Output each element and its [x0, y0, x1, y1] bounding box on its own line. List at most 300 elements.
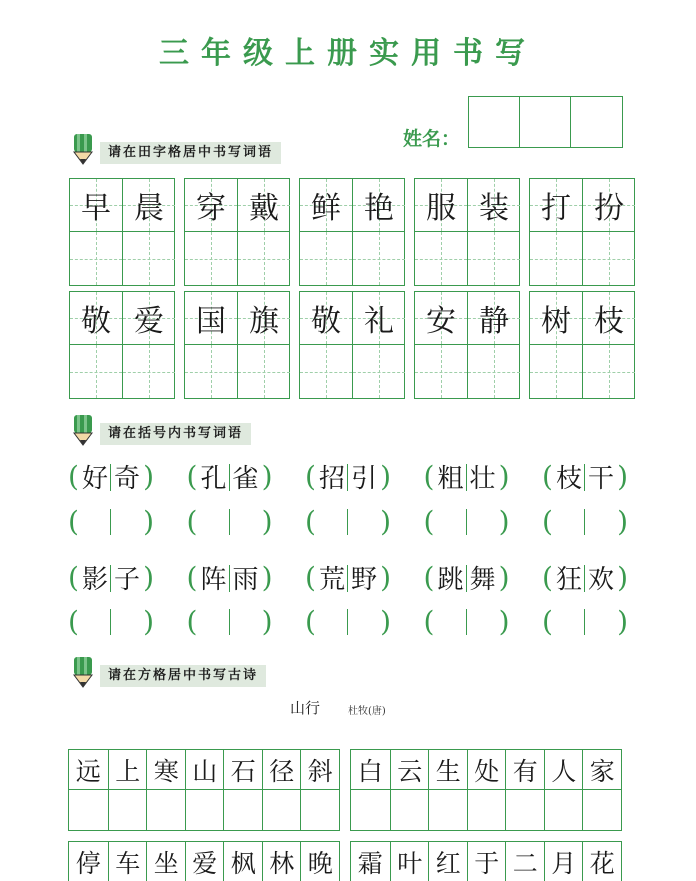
- open-paren: (: [68, 505, 79, 538]
- bracket-word: [305, 458, 391, 495]
- name-boxes[interactable]: [468, 96, 623, 148]
- bracket-word: [68, 559, 154, 596]
- tianzi-char: 晨: [134, 191, 164, 226]
- tianzi-practice-cell[interactable]: [530, 232, 582, 285]
- close-paren: ): [143, 605, 154, 638]
- blank-slot[interactable]: [585, 507, 617, 537]
- tianzi-char: 鲜: [311, 191, 341, 226]
- tianzi-char: 服: [426, 191, 456, 226]
- tianzi-cell: [468, 179, 520, 232]
- name-label: 姓名：: [403, 128, 461, 150]
- open-paren: (: [423, 560, 435, 594]
- tianzi-column: [237, 292, 289, 398]
- bracket-blank-area[interactable]: [553, 607, 617, 637]
- tianzi-practice-cell[interactable]: [415, 232, 467, 285]
- tianzi-practice-cell[interactable]: [123, 232, 175, 285]
- tianzi-word: [184, 291, 290, 399]
- close-paren: ): [261, 605, 273, 638]
- poem-column: [262, 842, 301, 881]
- poem-practice-cell[interactable]: [545, 790, 584, 830]
- bracket-chars: [553, 559, 617, 596]
- blank-slot[interactable]: [348, 507, 380, 537]
- bracket-char: 引: [351, 464, 378, 494]
- bracket-chars: [553, 458, 617, 495]
- poem-char: 二: [512, 849, 538, 878]
- bracket-word: [542, 458, 628, 495]
- tianzi-column: [122, 292, 174, 398]
- tianzi-word: [529, 178, 635, 286]
- bracket-blank[interactable]: [305, 607, 391, 637]
- tianzi-cell: [530, 179, 582, 232]
- open-paren: (: [68, 605, 79, 638]
- pencil-icon: [70, 413, 96, 447]
- section-title: 请在括号内书写词语: [100, 423, 251, 445]
- blank-slot[interactable]: [553, 507, 585, 537]
- tianzi-char: 打: [541, 191, 571, 226]
- tianzi-cell: [70, 292, 122, 345]
- bracket-word-row: [68, 559, 628, 596]
- bracket-char: 枝: [553, 458, 585, 495]
- poem-practice-cell[interactable]: [583, 790, 622, 830]
- name-box[interactable]: [571, 97, 622, 147]
- tianzi-char: 枝: [594, 304, 624, 339]
- close-paren: ): [261, 560, 273, 594]
- bracket-char: 舞: [469, 565, 496, 595]
- bracket-char: 奇: [114, 464, 141, 494]
- open-paren: (: [542, 505, 553, 538]
- section-title: 请在田字格居中书写词语: [100, 142, 281, 164]
- tianzi-column: [122, 179, 174, 285]
- tianzi-practice-cell[interactable]: [530, 345, 582, 398]
- pencil-icon: [70, 132, 96, 166]
- close-paren: ): [498, 505, 510, 538]
- open-paren: (: [423, 459, 435, 493]
- poem-char: 林: [269, 849, 295, 878]
- open-paren: (: [305, 605, 316, 638]
- tianzi-cell: [123, 179, 175, 232]
- blank-slot[interactable]: [434, 507, 466, 537]
- name-box[interactable]: [520, 97, 571, 147]
- bracket-chars: [197, 559, 261, 596]
- bracket-blank-area[interactable]: [197, 607, 261, 637]
- bracket-blank-area[interactable]: [79, 607, 143, 637]
- blank-slot[interactable]: [467, 507, 499, 537]
- poem-author: 杜牧(唐): [348, 706, 386, 717]
- tianzi-cell: [530, 292, 582, 345]
- poem-char: 远: [69, 750, 108, 790]
- open-paren: (: [186, 459, 198, 493]
- open-paren: (: [68, 459, 79, 493]
- tianzi-column: [185, 292, 237, 398]
- tianzi-row: [69, 291, 635, 399]
- tianzi-practice-cell[interactable]: [353, 232, 405, 285]
- poem-column: [467, 842, 506, 881]
- bracket-char: 好: [79, 458, 111, 495]
- blank-slot[interactable]: [79, 507, 111, 537]
- tianzi-char: 安: [426, 304, 456, 339]
- tianzi-column: [237, 179, 289, 285]
- poem-char: 红: [435, 849, 461, 878]
- poem-char: 车: [115, 849, 141, 878]
- tianzi-practice-cell[interactable]: [468, 345, 520, 398]
- bracket-chars: [79, 559, 143, 596]
- poem-char: 径: [263, 750, 302, 790]
- tianzi-word: [299, 291, 405, 399]
- poem-column: [505, 750, 544, 830]
- bracket-char: 招: [316, 458, 348, 495]
- tianzi-word: [529, 291, 635, 399]
- poem-title: 山行: [290, 699, 321, 717]
- poem-char: 白: [351, 750, 390, 790]
- bracket-word: [424, 559, 510, 596]
- tianzi-column: [300, 179, 352, 285]
- poem-column: [505, 842, 544, 881]
- bracket-char: 影: [79, 559, 111, 596]
- tianzi-char: 扮: [594, 191, 624, 226]
- blank-slot[interactable]: [316, 607, 348, 637]
- poem-column: [582, 842, 621, 881]
- bracket-blank-row: [68, 507, 628, 537]
- tianzi-practice-cell[interactable]: [185, 232, 237, 285]
- poem-practice-cell[interactable]: [109, 790, 148, 830]
- poem-column: [428, 750, 467, 830]
- poem-char: 于: [474, 849, 500, 878]
- close-paren: ): [143, 505, 154, 538]
- blank-slot[interactable]: [348, 607, 380, 637]
- bracket-char: 狂: [553, 559, 585, 596]
- tianzi-practice-cell[interactable]: [583, 232, 635, 285]
- bracket-blank[interactable]: [542, 507, 628, 537]
- close-paren: ): [617, 560, 628, 594]
- poem-char: 爱: [192, 849, 218, 878]
- close-paren: ): [617, 459, 628, 493]
- page-title: 三年级上册实用书写: [159, 36, 537, 71]
- open-paren: (: [542, 459, 553, 493]
- open-paren: (: [68, 560, 79, 594]
- bracket-chars: [79, 458, 143, 495]
- poem-char: 上: [109, 750, 148, 790]
- poem-column: [69, 842, 108, 881]
- open-paren: (: [305, 505, 316, 538]
- tianzi-cell: [238, 292, 290, 345]
- bracket-char: 孔: [197, 458, 229, 495]
- bracket-blank-area[interactable]: [79, 507, 143, 537]
- poem-column: [351, 750, 390, 830]
- tianzi-cell: [353, 179, 405, 232]
- poem-column: [544, 842, 583, 881]
- bracket-blank[interactable]: [424, 507, 510, 537]
- tianzi-practice-cell[interactable]: [353, 345, 405, 398]
- poem-practice-cell[interactable]: [351, 790, 390, 830]
- bracket-char: 野: [351, 565, 378, 595]
- bracket-blank[interactable]: [305, 507, 391, 537]
- tianzi-char: 爱: [134, 304, 164, 339]
- poem-column: [544, 750, 583, 830]
- close-paren: ): [617, 605, 628, 638]
- bracket-chars: [434, 458, 498, 495]
- poem-char: 石: [224, 750, 263, 790]
- poem-char: 花: [589, 849, 615, 878]
- bracket-word: [305, 559, 391, 596]
- open-paren: (: [423, 605, 435, 638]
- poem-column: [185, 842, 224, 881]
- tianzi-practice-cell[interactable]: [70, 232, 122, 285]
- bracket-char: 荒: [316, 559, 348, 596]
- bracket-blank-row: [68, 607, 628, 637]
- poem-practice-cell[interactable]: [391, 790, 430, 830]
- tianzi-column: [530, 292, 582, 398]
- poem-char: 坐: [153, 849, 179, 878]
- bracket-word: [424, 458, 510, 495]
- poem-practice-cell[interactable]: [69, 790, 108, 830]
- tianzi-column: [352, 292, 404, 398]
- blank-slot[interactable]: [111, 507, 143, 537]
- bracket-chars: [316, 458, 380, 495]
- bracket-chars: [197, 458, 261, 495]
- tianzi-cell: [468, 292, 520, 345]
- tianzi-column: [582, 292, 634, 398]
- poem-practice-cell[interactable]: [263, 790, 302, 830]
- poem-char: 月: [551, 849, 577, 878]
- tianzi-cell: [415, 179, 467, 232]
- bracket-word: [187, 559, 273, 596]
- poem-char: 山: [186, 750, 225, 790]
- poem-char: 云: [391, 750, 430, 790]
- poem-column: [428, 842, 467, 881]
- tianzi-column: [467, 292, 519, 398]
- poem-line-block: [350, 841, 622, 881]
- bracket-char: 粗: [434, 458, 466, 495]
- tianzi-column: [415, 179, 467, 285]
- poem-line-block: [68, 749, 340, 831]
- open-paren: (: [305, 560, 316, 594]
- bracket-blank[interactable]: [68, 507, 154, 537]
- close-paren: ): [143, 560, 154, 594]
- bracket-word-row: [68, 458, 628, 495]
- tianzi-word: [69, 291, 175, 399]
- tianzi-char: 国: [196, 304, 226, 339]
- tianzi-cell: [353, 292, 405, 345]
- poem-column: [582, 750, 621, 830]
- blank-slot[interactable]: [230, 507, 262, 537]
- poem-char: 人: [545, 750, 584, 790]
- poem-char: 停: [75, 849, 101, 878]
- poem-practice-cell[interactable]: [224, 790, 263, 830]
- poem-column: [300, 750, 339, 830]
- tianzi-practice-cell[interactable]: [238, 232, 290, 285]
- close-paren: ): [261, 459, 273, 493]
- tianzi-word: [184, 178, 290, 286]
- close-paren: ): [261, 505, 273, 538]
- close-paren: ): [498, 560, 510, 594]
- bracket-char: 阵: [197, 559, 229, 596]
- tianzi-practice-cell[interactable]: [415, 345, 467, 398]
- bracket-blank[interactable]: [187, 507, 273, 537]
- poem-column: [300, 842, 339, 881]
- tianzi-cell: [300, 292, 352, 345]
- tianzi-practice-cell[interactable]: [185, 345, 237, 398]
- tianzi-char: 静: [479, 304, 509, 339]
- bracket-blank[interactable]: [187, 607, 273, 637]
- blank-slot[interactable]: [111, 607, 143, 637]
- poem-char: 有: [506, 750, 545, 790]
- tianzi-column: [70, 292, 122, 398]
- tianzi-char: 旗: [249, 304, 279, 339]
- close-paren: ): [617, 505, 628, 538]
- tianzi-cell: [583, 292, 635, 345]
- poem-char: 霜: [357, 849, 383, 878]
- tianzi-char: 早: [81, 191, 111, 226]
- close-paren: ): [380, 505, 391, 538]
- tianzi-column: [467, 179, 519, 285]
- bracket-chars: [434, 559, 498, 596]
- tianzi-column: [415, 292, 467, 398]
- bracket-blank-area[interactable]: [553, 507, 617, 537]
- poem-column: [108, 842, 147, 881]
- poem-char: 寒: [147, 750, 186, 790]
- tianzi-column: [582, 179, 634, 285]
- bracket-blank[interactable]: [542, 607, 628, 637]
- tianzi-practice-cell[interactable]: [583, 345, 635, 398]
- bracket-char: 壮: [469, 464, 496, 494]
- poem-char: 家: [583, 750, 622, 790]
- open-paren: (: [186, 505, 198, 538]
- tianzi-word: [414, 178, 520, 286]
- bracket-word: [68, 458, 154, 495]
- bracket-blank[interactable]: [68, 607, 154, 637]
- close-paren: ): [498, 605, 510, 638]
- blank-slot[interactable]: [316, 507, 348, 537]
- tianzi-char: 穿: [196, 191, 226, 226]
- poem-practice-cell[interactable]: [429, 790, 468, 830]
- open-paren: (: [186, 560, 198, 594]
- tianzi-cell: [583, 179, 635, 232]
- poem-practice-cell[interactable]: [468, 790, 507, 830]
- poem-column: [390, 842, 429, 881]
- open-paren: (: [423, 505, 435, 538]
- bracket-blank-area[interactable]: [434, 607, 498, 637]
- tianzi-cell: [185, 179, 237, 232]
- bracket-blank[interactable]: [424, 607, 510, 637]
- poem-column: [467, 750, 506, 830]
- tianzi-word: [299, 178, 405, 286]
- poem-column: [185, 750, 224, 830]
- bracket-chars: [316, 559, 380, 596]
- blank-slot[interactable]: [553, 607, 585, 637]
- blank-slot[interactable]: [197, 607, 229, 637]
- open-paren: (: [305, 459, 316, 493]
- bracket-char: 子: [114, 565, 141, 595]
- poem-practice-cell[interactable]: [301, 790, 340, 830]
- close-paren: ): [380, 459, 391, 493]
- poem-practice-cell[interactable]: [147, 790, 186, 830]
- poem-line-block: [350, 749, 622, 831]
- bracket-blank-area[interactable]: [316, 507, 380, 537]
- poem-char: 生: [429, 750, 468, 790]
- tianzi-practice-cell[interactable]: [70, 345, 122, 398]
- close-paren: ): [143, 459, 154, 493]
- tianzi-column: [352, 179, 404, 285]
- name-box[interactable]: [469, 97, 520, 147]
- tianzi-column: [530, 179, 582, 285]
- poem-char: 晚: [307, 849, 333, 878]
- bracket-char: 欢: [588, 565, 615, 595]
- tianzi-practice-cell[interactable]: [123, 345, 175, 398]
- poem-column: [351, 842, 390, 881]
- blank-slot[interactable]: [197, 507, 229, 537]
- blank-slot[interactable]: [434, 607, 466, 637]
- tianzi-column: [300, 292, 352, 398]
- open-paren: (: [186, 605, 198, 638]
- blank-slot[interactable]: [230, 607, 262, 637]
- bracket-blank-area[interactable]: [434, 507, 498, 537]
- poem-char: 斜: [301, 750, 340, 790]
- poem-practice-cell[interactable]: [506, 790, 545, 830]
- tianzi-practice-cell[interactable]: [468, 232, 520, 285]
- close-paren: ): [380, 605, 391, 638]
- tianzi-char: 艳: [364, 191, 394, 226]
- poem-column: [262, 750, 301, 830]
- tianzi-practice-cell[interactable]: [300, 232, 352, 285]
- poem-practice-cell[interactable]: [186, 790, 225, 830]
- section-title: 请在方格居中书写古诗: [100, 665, 266, 687]
- pencil-icon: [70, 655, 96, 689]
- blank-slot[interactable]: [467, 607, 499, 637]
- tianzi-char: 装: [479, 191, 509, 226]
- tianzi-column: [70, 179, 122, 285]
- bracket-blank-area[interactable]: [197, 507, 261, 537]
- poem-column: [146, 750, 185, 830]
- close-paren: ): [380, 560, 391, 594]
- blank-slot[interactable]: [585, 607, 617, 637]
- poem-line-block: [68, 841, 340, 881]
- tianzi-char: 敬: [81, 304, 111, 339]
- open-paren: (: [542, 560, 553, 594]
- tianzi-cell: [300, 179, 352, 232]
- tianzi-practice-cell[interactable]: [238, 345, 290, 398]
- tianzi-cell: [415, 292, 467, 345]
- open-paren: (: [542, 605, 553, 638]
- tianzi-cell: [123, 292, 175, 345]
- close-paren: ): [498, 459, 510, 493]
- bracket-char: 干: [588, 464, 615, 494]
- bracket-word: [187, 458, 273, 495]
- tianzi-row: [69, 178, 635, 286]
- tianzi-char: 树: [541, 304, 571, 339]
- blank-slot[interactable]: [79, 607, 111, 637]
- bracket-char: 雀: [232, 464, 259, 494]
- tianzi-practice-cell[interactable]: [300, 345, 352, 398]
- poem-column: [223, 842, 262, 881]
- poem-char: 处: [468, 750, 507, 790]
- tianzi-cell: [185, 292, 237, 345]
- poem-column: [223, 750, 262, 830]
- poem-column: [146, 842, 185, 881]
- tianzi-char: 戴: [249, 191, 279, 226]
- tianzi-column: [185, 179, 237, 285]
- poem-char: 叶: [397, 849, 423, 878]
- poem-column: [390, 750, 429, 830]
- bracket-char: 雨: [232, 565, 259, 595]
- bracket-word: [542, 559, 628, 596]
- tianzi-word: [69, 178, 175, 286]
- tianzi-char: 敬: [311, 304, 341, 339]
- tianzi-cell: [238, 179, 290, 232]
- tianzi-char: 礼: [364, 304, 394, 339]
- tianzi-cell: [70, 179, 122, 232]
- poem-column: [108, 750, 147, 830]
- bracket-blank-area[interactable]: [316, 607, 380, 637]
